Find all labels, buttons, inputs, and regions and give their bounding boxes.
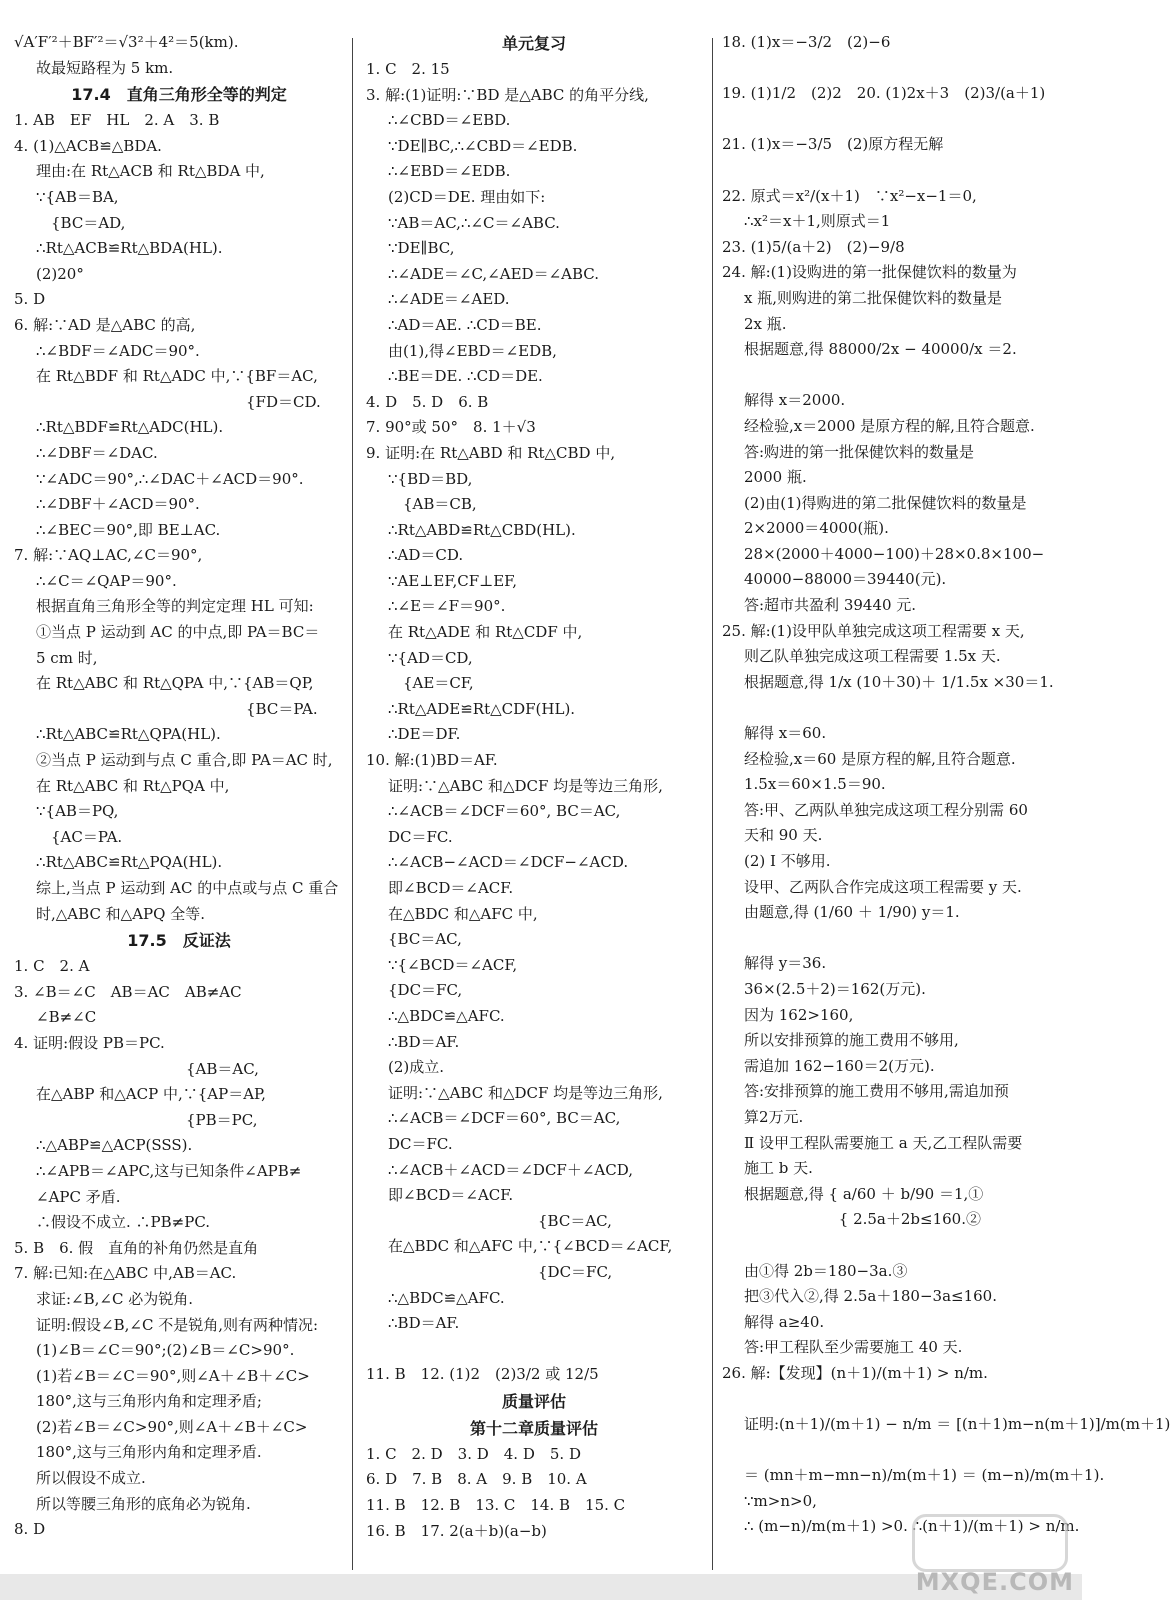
answer-line: 21. (1)x＝−3/5 (2)原方程无解 [722, 135, 944, 154]
answer-line: DC＝FC. [388, 827, 453, 846]
answer-line: ②当点 P 运动到与点 C 重合,即 PA＝AC 时, [36, 751, 333, 770]
answer-line: 5. D [14, 290, 46, 309]
answer-line: (1)∠B＝∠C＝90°;(2)∠B＝∠C>90°. [36, 1341, 295, 1360]
answer-line: ∴∠ACB−∠ACD＝∠DCF−∠ACD. [388, 853, 629, 872]
answer-line: 解得 a≥40. [744, 1312, 825, 1331]
answer-line: ∴Rt△ACB≌Rt△BDA(HL). [36, 239, 223, 258]
answer-line: ∴x²＝x＋1,则原式＝1 [744, 212, 891, 231]
answer-column-middle [366, 30, 702, 1544]
answer-line: 7. 解:∵AQ⊥AC,∠C＝90°, [14, 546, 203, 565]
answer-line: 在 Rt△BDF 和 Rt△ADC 中,∵{BF＝AC, [36, 367, 318, 386]
answer-line: ∴Rt△ABC≌Rt△PQA(HL). [36, 853, 223, 872]
answer-line: (2)20° [36, 264, 84, 283]
answer-line: ∴∠ADE＝∠AED. [388, 290, 510, 309]
answer-line: 1. C 2. 15 [366, 60, 450, 78]
answer-line: 3. ∠B＝∠C AB＝AC AB≠AC [14, 982, 242, 1001]
answer-line: ∴AD＝CD. [388, 546, 464, 565]
answer-line [722, 56, 1068, 82]
answer-line: 5 cm 时, [36, 648, 98, 667]
answer-line: ∴Rt△ABD≌Rt△CBD(HL). [388, 520, 576, 539]
answer-line: 因为 162>160, [744, 1005, 854, 1024]
answer-line [722, 107, 1068, 133]
answer-line: 解得 x＝60. [744, 724, 827, 743]
answer-line: (2)CD＝DE. 理由如下: [388, 187, 546, 206]
answer-line: 即∠BCD＝∠ACF. [388, 1186, 514, 1205]
answer-line: 8. D [14, 1520, 46, 1539]
answer-line: ∴∠CBD＝∠EBD. [388, 111, 511, 130]
answer-line: 求证:∠B,∠C 必为锐角. [36, 1289, 193, 1308]
answer-line: ∵AE⊥EF,CF⊥EF, [388, 571, 518, 590]
answer-line [722, 1386, 1068, 1412]
section-heading: 质量评估 [501, 1391, 566, 1411]
answer-line: 1. C 2. D 3. D 4. D 5. D [366, 1444, 581, 1463]
answer-line: {AB＝CB, [388, 495, 477, 514]
answer-line: 由①得 2b＝180−3a.③ [744, 1261, 908, 1280]
answer-line [722, 363, 1068, 389]
answer-line: {AC＝PA. [36, 827, 123, 846]
answer-line: 16. B 17. 2(a＋b)(a−b) [366, 1521, 547, 1540]
answer-line: ∴∠ACB＋∠ACD＝∠DCF＋∠ACD, [388, 1160, 633, 1179]
answer-line: 24. 解:(1)设购进的第一批保健饮料的数量为 [722, 263, 1017, 282]
answer-line: 2x 瓶. [744, 314, 787, 333]
answer-line: 由(1),得∠EBD＝∠EDB, [388, 341, 557, 360]
section-heading: 17.4 直角三角形全等的判定 [71, 85, 287, 105]
answer-line [722, 695, 1068, 721]
answer-line: x 瓶,则购进的第二批保健饮料的数量是 [744, 288, 1002, 307]
answer-line: 22. 原式＝x²/(x＋1) ∵x²−x−1＝0, [722, 186, 977, 205]
answer-line: {DC＝FC, [388, 1262, 613, 1281]
answer-line: 根据题意,得 { a/60 ＋ b/90 ＝1,① [744, 1184, 984, 1203]
answer-column-left [14, 30, 344, 1543]
answer-line: 所以等腰三角形的底角必为锐角. [36, 1494, 251, 1513]
answer-line: ∵DE∥BC,∴∠CBD＝∠EDB. [388, 136, 578, 155]
answer-line: 施工 b 天. [744, 1159, 813, 1178]
answer-line: ∴ (m−n)/m(m＋1) >0. ∴(n＋1)/(m＋1) > n/m. [744, 1517, 1080, 1536]
answer-line: {AB＝AC, [36, 1059, 259, 1078]
answer-line: {BC＝AC, [388, 930, 462, 949]
answer-line: 证明:∵△ABC 和△DCF 均是等边三角形, [388, 1083, 663, 1102]
column-divider [712, 38, 713, 1570]
site-watermark: MXQE.COM [915, 1568, 1074, 1596]
answer-line: ∵{AB＝BA, [36, 187, 119, 206]
answer-line: 在 Rt△ADE 和 Rt△CDF 中, [388, 623, 583, 642]
answer-line: 11. B 12. B 13. C 14. B 15. C [366, 1496, 626, 1515]
answer-line: {BC＝AD, [36, 213, 126, 232]
answer-line: DC＝FC. [388, 1134, 453, 1153]
answer-line: ∠B≠∠C [36, 1008, 97, 1027]
answer-line: ∵{AB＝PQ, [36, 802, 119, 821]
answer-line: {FD＝CD. [36, 392, 321, 411]
answer-line: (1)若∠B＝∠C＝90°,则∠A＋∠B＋∠C> [36, 1366, 310, 1385]
answer-line: 证明:(n＋1)/(m＋1) − n/m ＝ [(n＋1)m−n(m＋1)]/m(m＋1) [744, 1415, 1170, 1434]
answer-line: ∵{∠BCD＝∠ACF, [388, 955, 518, 974]
answer-line: 28×(2000＋4000−100)＋28×0.8×100− [744, 544, 1045, 563]
answer-line: ∴BD＝AF. [388, 1032, 460, 1051]
answer-line: 1. C 2. A [14, 957, 90, 976]
answer-line: 在△BDC 和△AFC 中,∵{∠BCD＝∠ACF, [388, 1237, 673, 1256]
answer-line: {DC＝FC, [388, 981, 463, 1000]
answer-line: 40000−88000＝39440(元). [744, 570, 947, 589]
answer-line: 7. 解:已知:在△ABC 中,AB＝AC. [14, 1264, 237, 1283]
answer-line: ∵{AD＝CD, [388, 648, 473, 667]
answer-line: { 2.5a＋2b≤160.② [744, 1210, 981, 1229]
answer-line: ∴△BDC≌△AFC. [388, 1288, 505, 1307]
answer-line: ∴△ABP≌△ACP(SSS). [36, 1136, 193, 1155]
answer-line: 根据题意,得 1/x (10＋30)＋ 1/1.5x ×30＝1. [744, 672, 1054, 691]
answer-line [722, 1233, 1068, 1259]
answer-line: 故最短路程为 5 km. [36, 58, 174, 77]
answer-line: 2000 瓶. [744, 468, 807, 487]
answer-line [722, 158, 1068, 184]
answer-line: ∵DE∥BC, [388, 239, 455, 258]
answer-line: 证明:假设∠B,∠C 不是锐角,则有两种情况: [36, 1315, 319, 1334]
answer-line: 11. B 12. (1)2 (2)3/2 或 12/5 [366, 1365, 599, 1384]
answer-line: ①当点 P 运动到 AC 的中点,即 PA＝BC＝ [36, 623, 320, 642]
answer-line: 1.5x＝60×1.5＝90. [744, 775, 886, 794]
answer-line: 解得 y＝36. [744, 954, 827, 973]
answer-line: 理由:在 Rt△ACB 和 Rt△BDA 中, [36, 162, 265, 181]
answer-line: 则乙队单独完成这项工程需要 1.5x 天. [744, 647, 1001, 666]
answer-line: 19. (1)1/2 (2)2 20. (1)2x＋3 (2)3/(a＋1) [722, 84, 1046, 103]
answer-line: (2)由(1)得购进的第二批保健饮料的数量是 [744, 493, 1027, 512]
answer-line: ∴△BDC≌△AFC. [388, 1006, 505, 1025]
answer-line: 时,△ABC 和△APQ 全等. [36, 904, 205, 923]
column-divider [352, 38, 353, 1570]
answer-line: 23. (1)5/(a＋2) (2)−9/8 [722, 237, 905, 256]
answer-line: 6. 解:∵AD 是△ABC 的高, [14, 315, 196, 334]
answer-line: 所以假设不成立. [36, 1469, 146, 1488]
answer-line: 所以安排预算的施工费用不够用, [744, 1031, 959, 1050]
answer-line: 经检验,x＝60 是原方程的解,且符合题意. [744, 749, 1016, 768]
answer-line: ∵{BD＝BD, [388, 469, 473, 488]
answer-line: 答:超市共盈利 39440 元. [744, 596, 917, 615]
answer-line: 7. 90°或 50° 8. 1＋√3 [366, 418, 536, 437]
answer-line: 9. 证明:在 Rt△ABD 和 Rt△CBD 中, [366, 443, 616, 462]
answer-line: 解得 x＝2000. [744, 391, 846, 410]
answer-line [722, 926, 1068, 952]
answer-line: Ⅱ 设甲工程队需要施工 a 天,乙工程队需要 [744, 1133, 1023, 1152]
answer-line: ∴∠E＝∠F＝90°. [388, 597, 506, 616]
answer-line: 3. 解:(1)证明:∵BD 是△ABC 的角平分线, [366, 85, 649, 104]
answer-line: 经检验,x＝2000 是原方程的解,且符合题意. [744, 416, 1035, 435]
answer-line: ∴∠EBD＝∠EDB. [388, 162, 511, 181]
answer-line: 4. D 5. D 6. B [366, 392, 489, 411]
answer-line: ∴假设不成立. ∴PB≠PC. [36, 1213, 211, 1232]
answer-line: ∴∠BEC＝90°,即 BE⊥AC. [36, 520, 221, 539]
answer-line: ∴Rt△BDF≌Rt△ADC(HL). [36, 418, 224, 437]
answer-line: 在△ABP 和△ACP 中,∵{AP＝AP, [36, 1085, 266, 1104]
answer-line: 即∠BCD＝∠ACF. [388, 879, 514, 897]
answer-line: 1. AB EF HL 2. A 3. B [14, 111, 220, 130]
answer-line: 36×(2.5＋2)＝162(万元). [744, 979, 926, 998]
answer-line [366, 1337, 702, 1363]
answer-line: ∵AB＝AC,∴∠C＝∠ABC. [388, 213, 560, 232]
answer-line: ∴BD＝AF. [388, 1314, 460, 1333]
answer-line: 10. 解:(1)BD＝AF. [366, 751, 498, 770]
answer-line: 由题意,得 (1/60 ＋ 1/90) y＝1. [744, 903, 960, 922]
answer-line: ∴∠ADE＝∠C,∠AED＝∠ABC. [388, 264, 599, 283]
answer-line: {PB＝PC, [36, 1110, 258, 1129]
answer-line: 答:安排预算的施工费用不够用,需追加预 [744, 1082, 1009, 1101]
answer-line: 在 Rt△ABC 和 Rt△QPA 中,∵{AB＝QP, [36, 674, 314, 693]
answer-line: ∴∠DBF＝∠DAC. [36, 443, 158, 462]
answer-line: ∴AD＝AE. ∴CD＝BE. [388, 315, 542, 334]
answer-line: ∴∠BDF＝∠ADC＝90°. [36, 341, 200, 360]
answer-line: 26. 解:【发现】(n＋1)/(m＋1) > n/m. [722, 1363, 988, 1382]
answer-line: ∴∠ACB＝∠DCF＝60°, BC＝AC, [388, 1109, 621, 1128]
answer-line: ∵∠ADC＝90°,∴∠DAC＋∠ACD＝90°. [36, 469, 304, 488]
answer-line: 25. 解:(1)设甲队单独完成这项工程需要 x 天, [722, 621, 1025, 640]
section-heading: 单元复习 [501, 34, 566, 53]
answer-line: ∴∠DBF＋∠ACD＝90°. [36, 495, 200, 514]
answer-line: ∴BE＝DE. ∴CD＝DE. [388, 367, 543, 386]
answer-line: 18. (1)x＝−3/2 (2)−6 [722, 33, 891, 51]
answer-line [722, 1438, 1068, 1464]
answer-line: (2) Ⅰ 不够用. [744, 852, 831, 870]
answer-line: 答:甲工程队至少需要施工 40 天. [744, 1338, 963, 1357]
answer-line: 证明:∵△ABC 和△DCF 均是等边三角形, [388, 776, 663, 795]
answer-line: ＝ (mn＋m−mn−n)/m(m＋1) ＝ (m−n)/m(m＋1). [744, 1466, 1105, 1485]
answer-line: ∴Rt△ADE≌Rt△CDF(HL). [388, 699, 576, 718]
answer-line: 算2万元. [744, 1107, 804, 1126]
answer-line: (2)成立. [388, 1058, 445, 1077]
answer-line: 答:购进的第一批保健饮料的数量是 [744, 442, 975, 461]
answer-line: ∴DE＝DF. [388, 725, 461, 744]
answer-line: √A′F′²＋BF′²＝√3²＋4²＝5(km). [14, 33, 239, 51]
answer-line: 5. B 6. 假 直角的补角仍然是直角 [14, 1238, 259, 1257]
answer-line: 天和 90 天. [744, 826, 823, 845]
watermark-seal [912, 1514, 1068, 1572]
answer-line: 需追加 162−160＝2(万元). [744, 1056, 935, 1075]
answer-column-right [722, 30, 1170, 1540]
answer-line: ∵m>n>0, [744, 1491, 817, 1510]
section-heading: 17.5 反证法 [127, 931, 231, 951]
answer-line: 根据题意,得 88000/2x − 40000/x ＝2. [744, 340, 1017, 359]
section-heading: 第十二章质量评估 [469, 1418, 598, 1438]
answer-line: ∠APC 矛盾. [36, 1187, 121, 1206]
answer-line: ∴∠ACB＝∠DCF＝60°, BC＝AC, [388, 802, 621, 821]
answer-line: 答:甲、乙两队单独完成这项工程分别需 60 [744, 800, 1028, 819]
answer-line: 2×2000＝4000(瓶). [744, 519, 889, 538]
answer-line: 4. (1)△ACB≌△BDA. [14, 136, 162, 155]
answer-line: 6. D 7. B 8. A 9. B 10. A [366, 1470, 587, 1489]
answer-line: {BC＝PA. [36, 699, 318, 718]
answer-line: 在△BDC 和△AFC 中, [388, 904, 538, 923]
answer-line: {BC＝AC, [388, 1211, 612, 1230]
answer-line: 综上,当点 P 运动到 AC 的中点或与点 C 重合 [36, 879, 339, 897]
answer-line: 180°,这与三角形内角和定理矛盾; [36, 1392, 262, 1411]
answer-line: 180°,这与三角形内角和定理矛盾. [36, 1443, 262, 1462]
answer-line: 在 Rt△ABC 和 Rt△PQA 中, [36, 776, 230, 795]
answer-line: ∴Rt△ABC≌Rt△QPA(HL). [36, 725, 221, 744]
answer-line: ∴∠C＝∠QAP＝90°. [36, 571, 177, 590]
answer-line: (2)若∠B＝∠C>90°,则∠A＋∠B＋∠C> [36, 1417, 308, 1436]
answer-line: ∴∠APB＝∠APC,这与已知条件∠APB≠ [36, 1161, 302, 1180]
answer-line: {AE＝CF, [388, 674, 474, 693]
answer-line: 根据直角三角形全等的判定定理 HL 可知: [36, 597, 314, 616]
answer-line: 把③代入②,得 2.5a＋180−3a≤160. [744, 1287, 997, 1306]
answer-line: 4. 证明:假设 PB＝PC. [14, 1033, 165, 1052]
answer-line: 设甲、乙两队合作完成这项工程需要 y 天. [744, 877, 1022, 896]
